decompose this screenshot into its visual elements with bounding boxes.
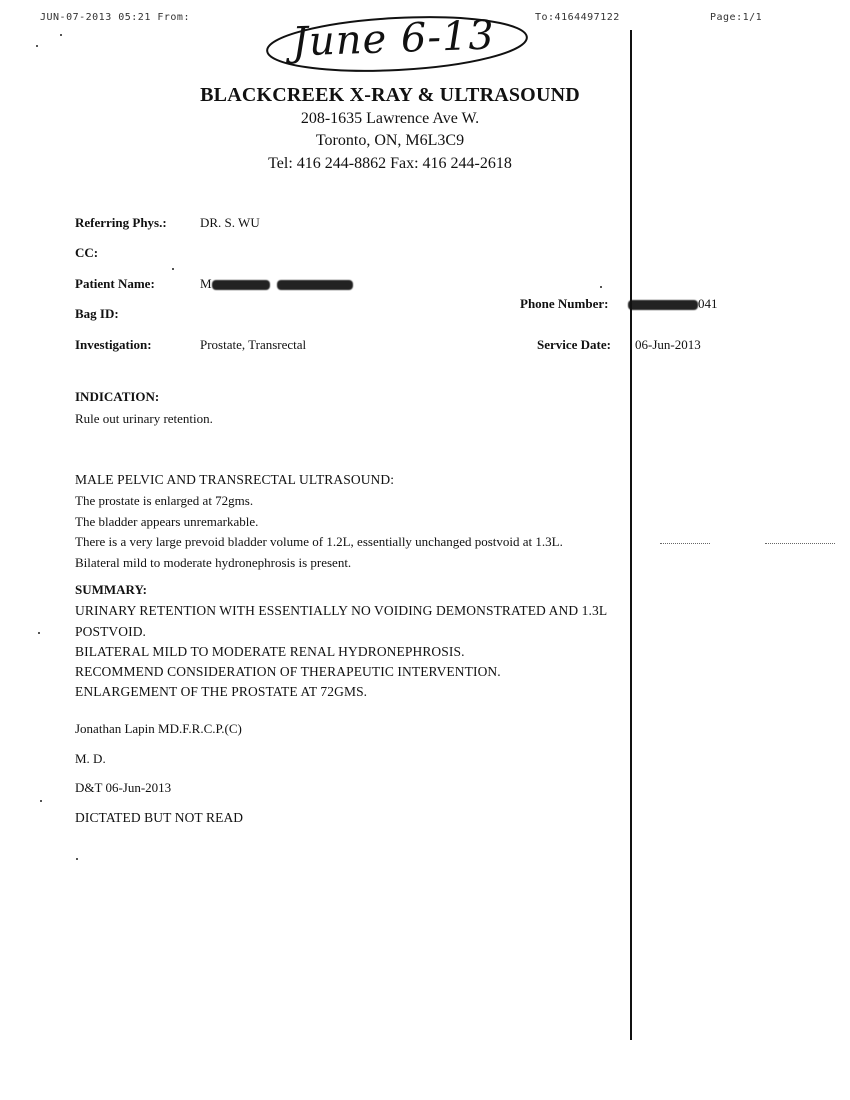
phone-number-label: Phone Number: <box>520 296 609 311</box>
finding-line: The bladder appears unremarkable. <box>75 514 259 529</box>
finding-line: The prostate is enlarged at 72gms. <box>75 493 254 508</box>
phone-number-value <box>628 296 718 312</box>
clinic-name: BLACKCREEK X-RAY & ULTRASOUND <box>200 84 580 106</box>
fax-page-count: Page:1/1 <box>710 12 763 23</box>
scan-dots <box>660 543 710 545</box>
investigation-label: Investigation: <box>75 337 152 352</box>
finding-line: Bilateral mild to moderate hydronephrosis is present. <box>75 555 352 570</box>
finding-line: There is a very large prevoid bladder volume of 1.2L, essentially unchanged postvoid at 1.3L. <box>75 534 563 549</box>
scan-speck <box>60 34 62 36</box>
findings-heading: MALE PELVIC AND TRANSRECTAL ULTRASOUND: <box>75 472 395 487</box>
fax-datetime: JUN-07-2013 05:21 From: <box>40 12 190 23</box>
investigation-value: Prostate, Transrectal <box>200 337 307 352</box>
clinic-address-line2: Toronto, ON, M6L3C9 <box>315 132 465 149</box>
scan-speck <box>36 45 38 47</box>
summary-line: URINARY RETENTION WITH ESSENTIALLY NO VOIDING DEMONSTRATED AND 1.3L <box>75 603 608 618</box>
patient-name-label: Patient Name: <box>75 276 155 291</box>
scan-dots <box>765 543 835 545</box>
handwritten-annotation <box>262 10 532 74</box>
indication-text: Rule out urinary retention. <box>75 411 213 426</box>
summary-line: BILATERAL MILD TO MODERATE RENAL HYDRONEPHROSIS. <box>75 644 465 659</box>
service-date-value: 06-Jun-2013 <box>635 337 701 352</box>
summary-heading: SUMMARY: <box>75 582 148 597</box>
scan-speck <box>600 286 602 288</box>
service-date-label: Service Date: <box>537 337 611 352</box>
bag-id-label: Bag ID: <box>75 306 119 321</box>
clinic-address-line1: 208-1635 Lawrence Ave W. <box>300 110 480 127</box>
clinic-phone-fax: Tel: 416 244-8862 Fax: 416 244-2618 <box>268 155 512 172</box>
redaction-mark <box>277 280 353 290</box>
fax-to-number: To:4164497122 <box>535 12 620 23</box>
indication-heading: INDICATION: <box>75 389 160 404</box>
handwritten-date: June 6-13 <box>291 12 496 66</box>
scan-speck <box>172 268 174 270</box>
dictation-status: DICTATED BUT NOT READ <box>75 810 244 825</box>
redaction-mark <box>628 300 698 310</box>
scan-speck <box>38 632 40 634</box>
fax-scan-line <box>630 30 632 1040</box>
referring-physician-label: Referring Phys.: <box>75 215 167 230</box>
dictation-date: D&T 06-Jun-2013 <box>75 780 172 795</box>
md-line: M. D. <box>75 751 106 766</box>
radiologist-name: Jonathan Lapin MD.F.R.C.P.(C) <box>75 721 242 736</box>
summary-line: RECOMMEND CONSIDERATION OF THERAPEUTIC INTERVENTION. <box>75 664 501 679</box>
scan-speck <box>76 858 78 860</box>
scan-speck <box>40 800 42 802</box>
summary-line: POSTVOID. <box>75 624 147 639</box>
referring-physician-value: DR. S. WU <box>200 215 260 230</box>
phone-number-suffix: 041 <box>698 296 718 311</box>
cc-label: CC: <box>75 245 99 260</box>
summary-line: ENLARGEMENT OF THE PROSTATE AT 72GMS. <box>75 684 368 699</box>
patient-name-prefix: M <box>200 276 212 291</box>
patient-name-value <box>200 276 353 292</box>
redaction-mark <box>212 280 270 290</box>
